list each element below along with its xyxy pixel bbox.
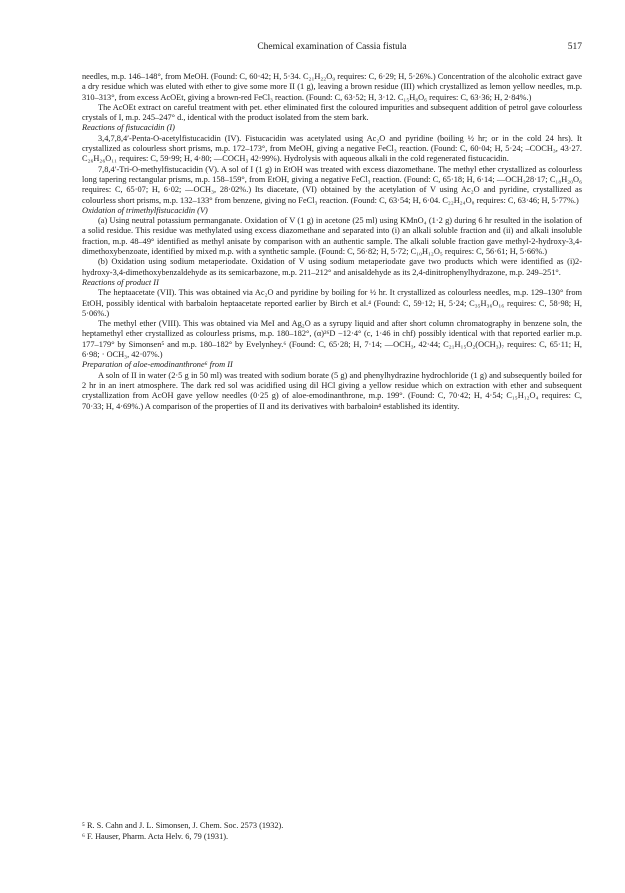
article-body (82, 72, 582, 412)
page-number: 517 (567, 42, 582, 52)
section-heading: Reactions of product II (82, 277, 159, 287)
paragraph: 7,8,4′-Tri-O-methylfistucacidin (V). A sol of I (1 g) in EtOH was treated with excess diazomethane. The methyl ether crystallized as colourless long tapering rectangular prisms, m.p. 158–159°, from EtOH, giving a negative FeCl₃ reaction. (Found: C, 65·18; H, 6·14; —OCH₃28·17; C₁₈H₂₀O₆ requires: C, 65·07; H, 6·02; —OCH₃, 28·02%.) Its diacetate, (VI) obtained by the acetylation of V using Ac₂O and pyridine, crystallized as colourless short prisms, m.p. 132–133° from benzene, giving no FeCl₃ reaction. (Found: C, 63·54; H, 6·04. C₂₂H₂₄O₈ requires: C, 63·46; H, 5·77%.) (82, 164, 582, 205)
paragraph: The heptaacetate (VII). This was obtained via Ac₂O and pyridine by boiling for ½ hr. It crystallized as colourless needles, m.p. 129–130° from EtOH, possibly identical with barbaloin heptaacetate reported earlier by Birch et al.⁴ (Found: C, 59·12; H, 5·24; C₃₅H₃₆O₁₆ requires: C, 58·98; H, 5·06%.) (82, 288, 582, 318)
running-title: Chemical examination of Cassia fistula (257, 42, 407, 52)
footnote: ⁵ R. S. Cahn and J. L. Simonsen, J. Chem. Soc. 2573 (1932). (82, 821, 284, 830)
paragraph: The AcOEt extract on careful treatment with pet. ether eliminated first the coloured impurities and subsequent addition of petrol gave colourless crystals of I, m.p. 245–247° d., identical with the product isolated from the stem bark. (82, 102, 582, 123)
section-heading: Preparation of aloe-emodinanthrone⁶ from II (82, 360, 233, 370)
paragraph: A soln of II in water (2·5 g in 50 ml) was treated with sodium borate (5 g) and phenylhydrazine hydrochloride (1 g) and subsequently boiled for 2 hr in an inert atmosphere. The dark red sol was acidified using dil HCl giving a yellow residue which on extraction with ether and subsequent crystallization from AcOH gave yellow needles (0·25 g) of aloe-emodinanthrone, m.p. 199°. (Found: C, 70·42; H, 4·54; C₁₅H₁₂O₄ requires: C, 70·33; H, 4·69%.) A comparison of the properties of II and its derivatives with barbaloin⁴ established its identity. (82, 370, 582, 411)
paragraph: (b) Oxidation using sodium metaperiodate. Oxidation of V using sodium metaperiodate gave two products which were identified as (i)2-hydroxy-3,4-dimethoxybenzaldehyde as its semicarbazone, m.p. 211–212° and anisaldehyde as its 2,4-dinitrophenylhydrazone, m.p. 249–251°. (82, 257, 582, 277)
paragraph: The methyl ether (VIII). This was obtained via MeI and Ag₂O as a syrupy liquid and after short column chromatography in benzene soln, the heptamethyl ether crystallized as colourless prisms, m.p. 180–182°, (α)²⁶D −12·4° (c, 1·46 in chf) possibly identical with that reported earlier m.p. 177–179° by Simonsen⁵ and m.p. 180–182° by Evelynhey.⁶ (Found: C, 65·28; H, 7·14; —OCH₃, 42·44; C₂₁H₁₅O₂(OCH₃)₇ requires: C, 65·11; H, 6·98; · OCH₃, 42·07%.) (82, 319, 582, 360)
paragraph: needles, m.p. 146–148°, from MeOH. (Found: C, 60·42; H, 5·34. C₂₁H₂₂O₉ requires: C, 6·29; H, 5·26%.) Concentration of the alcoholic extract gave a dry residue which was eluted with ether to give some more II (1 g), leaving a brown residue (III) which crystallized as lemon yellow needles, m.p. 310–313°, from excess AcOEt, giving a brown-red FeCl₃ reaction. (Found: C, 63·52; H, 3·12. C₁₅H₈O₆ requires: C, 63·36; H, 2·84%.) (82, 72, 582, 102)
paragraph: (a) Using neutral potassium permanganate. Oxidation of V (1 g) in acetone (25 ml) using KMnO₄ (1·2 g) during 6 hr resulted in the isolation of a solid residue. This residue was methylated using excess diazomethane and separated into (i) an alkali soluble fraction and (ii) and alkali insoluble fraction, m.p. 48–49° identified as methyl anisate by comparison with an authentic sample. The alkali soluble fraction gave methyl-2-hydroxy-3,4-dimethoxybenzoate, identified by mixed m.p. with a synthetic sample. (Found: C, 56·82; H, 5·72; C₁₀H₁₂O₅ requires: C, 56·61; H, 5·66%.) (82, 216, 582, 257)
paragraph: 3,4,7,8,4′-Penta-O-acetylfistucacidin (IV). Fistucacidin was acetylated using Ac₂O and pyridine (boiling ½ hr; or in the cold 24 hrs). It crystallized as colourless short prisms, m.p. 172–173°, from MeOH, giving a negative FeCl₃ reaction. (Found: C, 60·04; H, 5·24; –COCH₃, 43·27. C₂₆H₂₆O₁₁ requires: C, 59·99; H, 4·80; —COCH₃ 42·99%). Hydrolysis with aqueous alkali in the cold regenerated fistucacidin. (82, 133, 582, 164)
running-head (82, 42, 582, 56)
section-heading: Reactions of fistucacidin (I) (82, 123, 175, 133)
section-heading: Oxidation of trimethylfistucacidin (V) (82, 205, 208, 215)
footnote: ⁶ F. Hauser, Pharm. Acta Helv. 6, 79 (1931). (82, 832, 229, 841)
footnotes (82, 820, 582, 842)
